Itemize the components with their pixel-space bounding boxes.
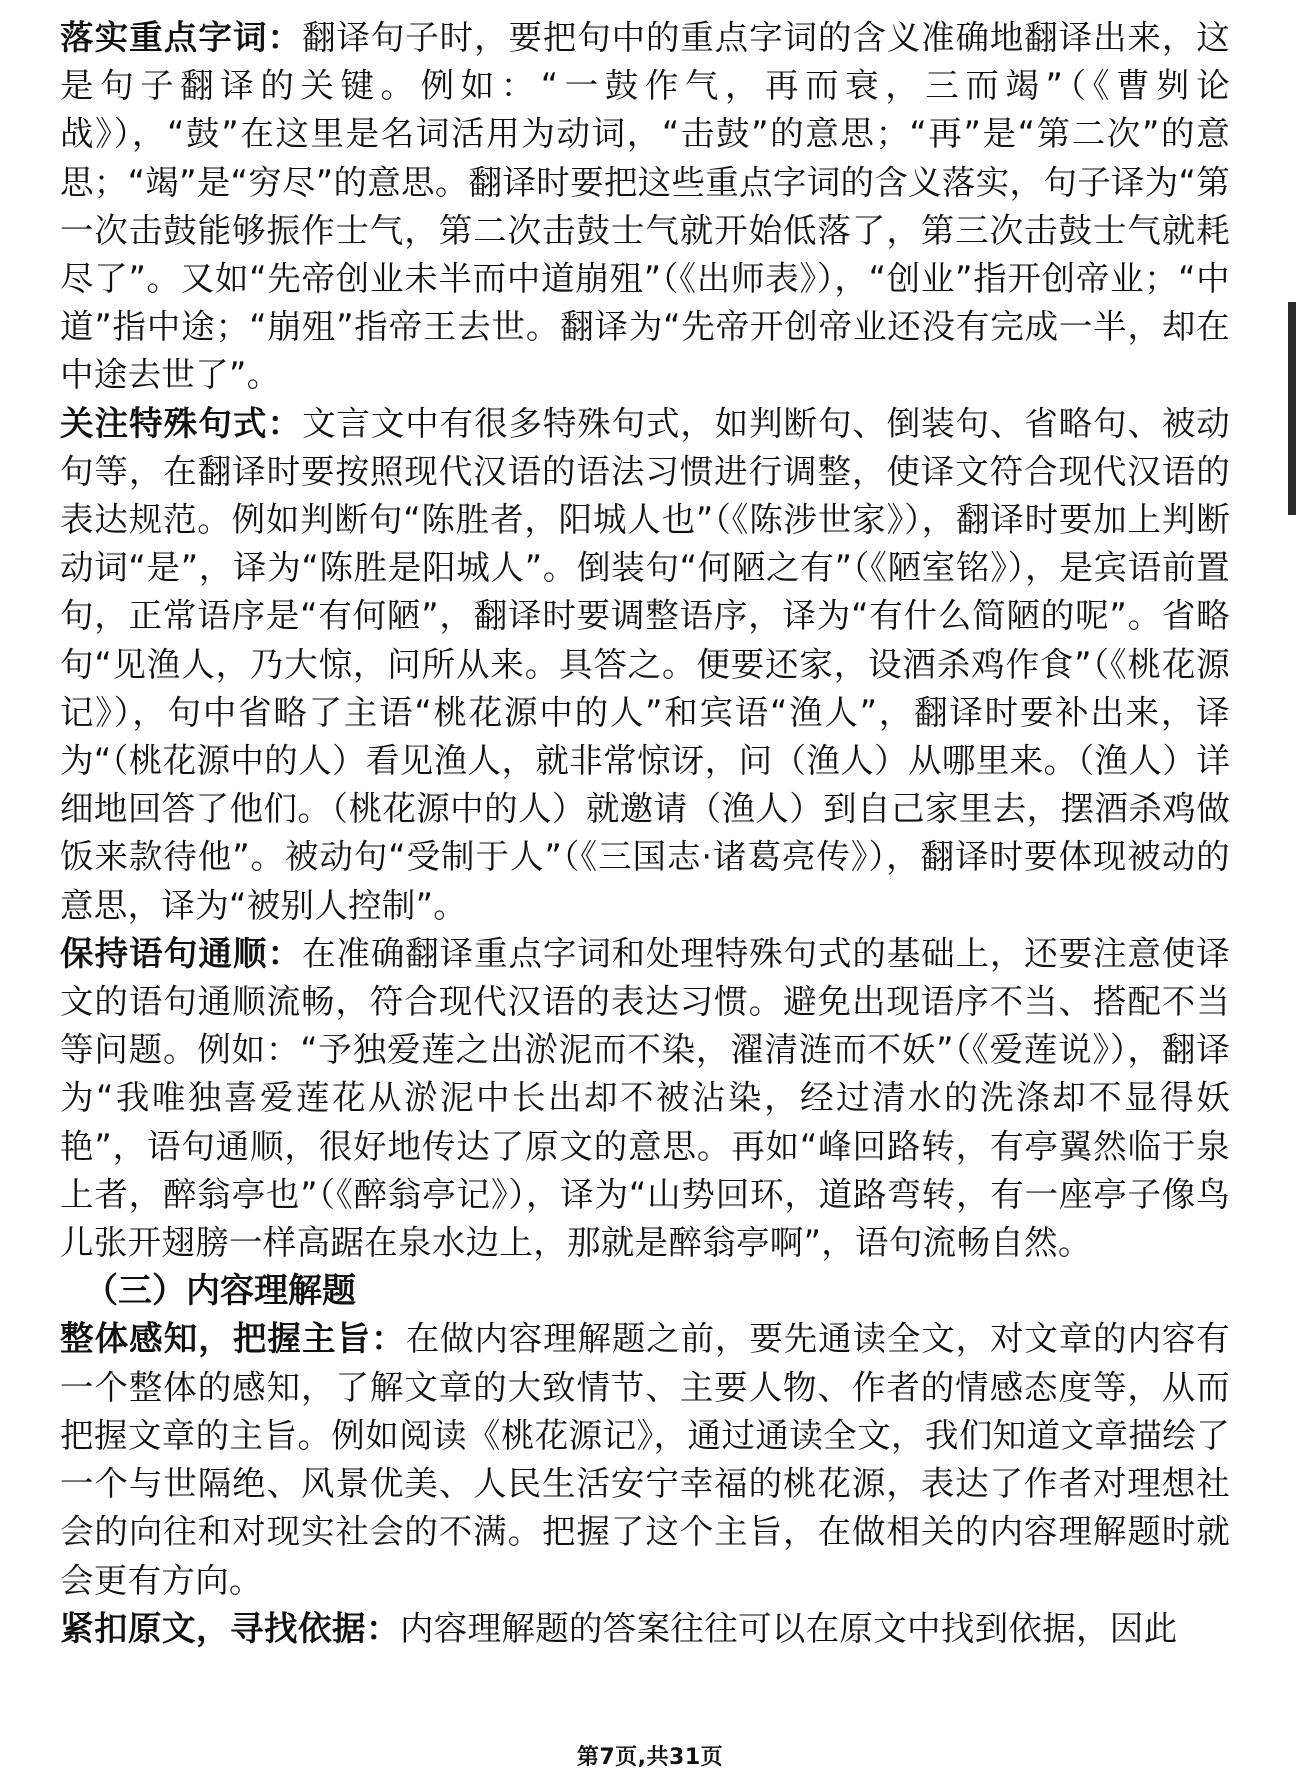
term-key-words: 落实重点字词： — [60, 18, 303, 57]
page-number: 第7页,共31页 — [576, 1745, 724, 1770]
paragraph-text: 在准确翻译重点字词和处理特殊句式的基础上，还要注意使译文的语句通顺流畅，符合现代汉语的表达习惯。避免出现语序不当、搭配不当等问题。例如：“予独爱莲之出淤泥而不染，濯清涟而不妖”（《爱莲说》），翻译为“我唯独喜爱莲花从淤泥中长出却不被沾染，经过清水的洗涤却不显得妖艳”，语句通顺，很好地传达了原文的意思。再如“峰回路转，有亭翼然临于泉上者，醉翁亭也”（《醉翁亭记》），译为“山势回环，道路弯转，有一座亭子像鸟儿张开翅膀一样高踞在泉水边上，那就是醉翁亭啊”，语句流畅自然。 — [60, 933, 1231, 1263]
paragraph-key-words — [60, 14, 1230, 400]
paragraph-overall-theme — [60, 1315, 1230, 1604]
paragraph-text: 在做内容理解题之前，要先通读全文，对文章的内容有一个整体的感知，了解文章的大致情节、主要人物、作者的情感态度等，从而把握文章的主旨。例如阅读《桃花源记》，通过通读全文，我们知道文章描绘了一个与世隔绝、风景优美、人民生活安宁幸福的桃花源，表达了作者对理想社会的向往和对现实社会的不满。把握了这个主旨，在做相关的内容理解题时就会更有方向。 — [60, 1319, 1231, 1600]
paragraph-special-sentences — [60, 400, 1230, 930]
paragraph-text: 翻译句子时，要把句中的重点字词的含义准确地翻译出来，这是句子翻译的关键。例如：“一鼓作气，再而衰，三而竭”（《曹刿论战》），“鼓”在这里是名词活用为动词，“击鼓”的意思；“再”是“第二次”的意思；“竭”是“穷尽”的意思。翻译时要把这些重点字词的含义落实，句子译为“第一次击鼓能够振作士气，第二次击鼓士气就开始低落了，第三次击鼓士气就耗尽了”。又如“先帝创业未半而中道崩殂”（《出师表》），“创业”指开创帝业；“中道”指中途；“崩殂”指帝王去世。翻译为“先帝开创帝业还没有完成一半，却在中途去世了”。 — [60, 18, 1231, 395]
paragraph-text: 内容理解题的答案往往可以在原文中找到依据，因此 — [400, 1608, 1178, 1648]
term-find-evidence: 紧扣原文，寻找依据： — [60, 1608, 400, 1648]
document-page — [60, 14, 1230, 1653]
scan-edge-mark — [1288, 302, 1296, 515]
paragraph-find-evidence — [60, 1605, 1230, 1653]
paragraph-text: 文言文中有很多特殊句式，如判断句、倒装句、省略句、被动句等，在翻译时要按照现代汉语的语法习惯进行调整，使译文符合现代汉语的表达规范。例如判断句“陈胜者，阳城人也”（《陈涉世家》），翻译时要加上判断动词“是”，译为“陈胜是阳城人”。倒装句“何陋之有”（《陋室铭》），是宾语前置句，正常语序是“有何陋”，翻译时要调整语序，译为“有什么简陋的呢”。省略句“见渔人，乃大惊，问所从来。具答之。便要还家，设酒杀鸡作食”（《桃花源记》），句中省略了主语“桃花源中的人”和宾语“渔人”，翻译时要补出来，译为“（桃花源中的人）看见渔人，就非常惊讶，问（渔人）从哪里来。（渔人）详细地回答了他们。（桃花源中的人）就邀请（渔人）到自己家里去，摆酒杀鸡做饭来款待他”。被动句“受制于人”（《三国志·诸葛亮传》），翻译时要体现被动的意思，译为“被别人控制”。 — [60, 403, 1231, 925]
paragraph-fluent-sentences — [60, 930, 1230, 1267]
term-overall-theme: 整体感知，把握主旨： — [60, 1319, 406, 1359]
term-special-sentences: 关注特殊句式： — [60, 403, 303, 443]
section-heading: （三）内容理解题 — [84, 1271, 356, 1312]
term-fluent-sentences: 保持语句通顺： — [60, 933, 303, 973]
